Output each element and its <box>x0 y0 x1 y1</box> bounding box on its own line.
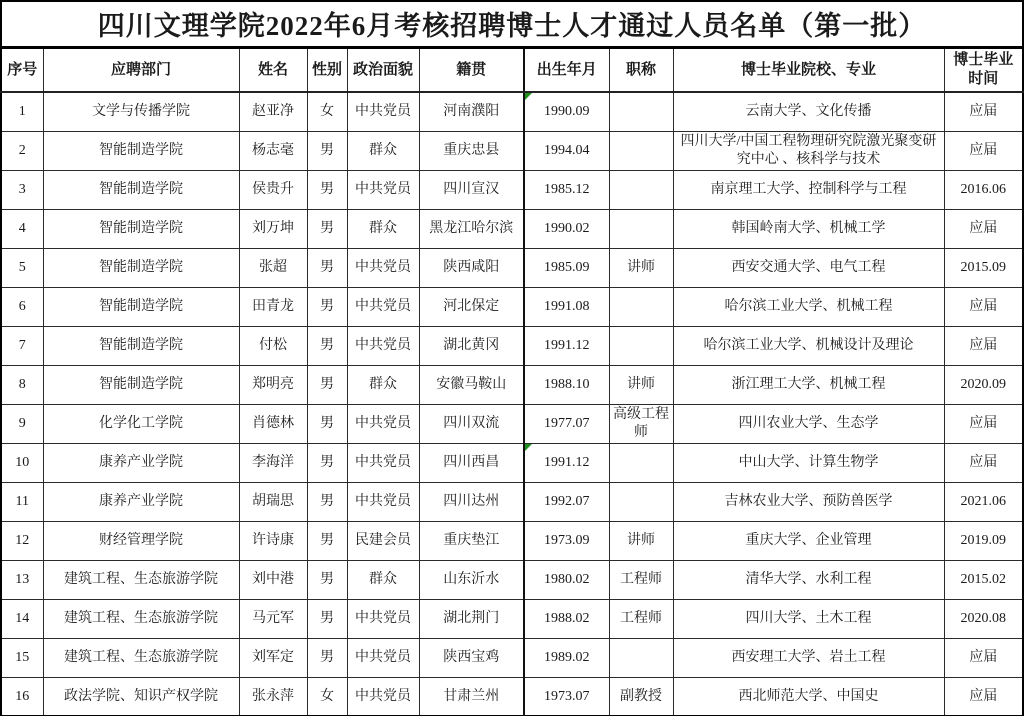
table-row <box>1 131 1023 170</box>
cell-name: 许诗康 <box>239 521 307 560</box>
cell-department: 智能制造学院 <box>43 287 239 326</box>
cell-native-place: 重庆垫江 <box>419 521 524 560</box>
cell-graduation-time: 应届 <box>944 404 1023 443</box>
cell-job-title <box>609 482 673 521</box>
cell-department: 建筑工程、生态旅游学院 <box>43 599 239 638</box>
cell-graduation-time: 2020.09 <box>944 365 1023 404</box>
cell-gender: 男 <box>307 131 347 170</box>
cell-native-place: 重庆忠县 <box>419 131 524 170</box>
cell-birth-date: 1973.09 <box>524 521 609 560</box>
cell-department: 建筑工程、生态旅游学院 <box>43 638 239 677</box>
cell-native-place: 四川达州 <box>419 482 524 521</box>
cell-political: 中共党员 <box>347 599 419 638</box>
cell-graduation-time: 2019.09 <box>944 521 1023 560</box>
cell-birth-date: 1988.10 <box>524 365 609 404</box>
cell-serial: 3 <box>1 170 43 209</box>
column-header-birth-date: 出生年月 <box>524 48 609 93</box>
cell-school-major: 清华大学、水利工程 <box>673 560 944 599</box>
cell-name: 付松 <box>239 326 307 365</box>
column-header-job-title: 职称 <box>609 48 673 93</box>
cell-political: 群众 <box>347 560 419 599</box>
column-header-graduation-time: 博士毕业时间 <box>944 48 1023 93</box>
table-row <box>1 209 1023 248</box>
cell-birth-date: 1990.02 <box>524 209 609 248</box>
cell-department: 康养产业学院 <box>43 482 239 521</box>
cell-political: 中共党员 <box>347 638 419 677</box>
table-body <box>1 92 1023 716</box>
table-row <box>1 248 1023 287</box>
cell-political: 民建会员 <box>347 521 419 560</box>
cell-school-major: 浙江理工大学、机械工程 <box>673 365 944 404</box>
cell-birth-date: 1991.12 <box>524 443 609 482</box>
cell-birth-date: 1991.08 <box>524 287 609 326</box>
cell-gender: 男 <box>307 638 347 677</box>
cell-birth-date: 1985.09 <box>524 248 609 287</box>
cell-job-title <box>609 638 673 677</box>
cell-job-title <box>609 131 673 170</box>
cell-serial: 1 <box>1 92 43 131</box>
cell-name: 肖德林 <box>239 404 307 443</box>
cell-gender: 男 <box>307 209 347 248</box>
cell-school-major: 四川大学/中国工程物理研究院激光聚变研究中心 、核科学与技术 <box>673 131 944 170</box>
cell-job-title <box>609 287 673 326</box>
cell-gender: 男 <box>307 482 347 521</box>
cell-name: 赵亚净 <box>239 92 307 131</box>
table-row <box>1 365 1023 404</box>
cell-native-place: 湖北黄冈 <box>419 326 524 365</box>
cell-political: 中共党员 <box>347 677 419 716</box>
cell-school-major: 韩国岭南大学、机械工学 <box>673 209 944 248</box>
cell-birth-date: 1989.02 <box>524 638 609 677</box>
cell-birth-date: 1980.02 <box>524 560 609 599</box>
cell-school-major: 哈尔滨工业大学、机械设计及理论 <box>673 326 944 365</box>
cell-job-title <box>609 170 673 209</box>
cell-serial: 12 <box>1 521 43 560</box>
table-row <box>1 599 1023 638</box>
cell-political: 群众 <box>347 365 419 404</box>
cell-department: 政法学院、知识产权学院 <box>43 677 239 716</box>
cell-school-major: 云南大学、文化传播 <box>673 92 944 131</box>
cell-job-title <box>609 92 673 131</box>
cell-job-title: 工程师 <box>609 560 673 599</box>
cell-department: 财经管理学院 <box>43 521 239 560</box>
cell-graduation-time: 应届 <box>944 209 1023 248</box>
column-header-name: 姓名 <box>239 48 307 93</box>
cell-name: 刘中港 <box>239 560 307 599</box>
cell-graduation-time: 2015.02 <box>944 560 1023 599</box>
table-row <box>1 638 1023 677</box>
cell-name: 李海洋 <box>239 443 307 482</box>
cell-native-place: 河南濮阳 <box>419 92 524 131</box>
cell-name: 郑明亮 <box>239 365 307 404</box>
cell-department: 智能制造学院 <box>43 209 239 248</box>
table-row <box>1 170 1023 209</box>
cell-graduation-time: 应届 <box>944 443 1023 482</box>
cell-native-place: 河北保定 <box>419 287 524 326</box>
cell-school-major: 哈尔滨工业大学、机械工程 <box>673 287 944 326</box>
cell-political: 群众 <box>347 209 419 248</box>
cell-native-place: 山东沂水 <box>419 560 524 599</box>
table-row <box>1 404 1023 443</box>
cell-department: 文学与传播学院 <box>43 92 239 131</box>
cell-job-title <box>609 209 673 248</box>
cell-political: 中共党员 <box>347 287 419 326</box>
cell-native-place: 陕西咸阳 <box>419 248 524 287</box>
table-header-row <box>1 48 1023 93</box>
cell-school-major: 西安理工大学、岩土工程 <box>673 638 944 677</box>
cell-department: 化学化工学院 <box>43 404 239 443</box>
cell-graduation-time: 2021.06 <box>944 482 1023 521</box>
cell-gender: 男 <box>307 521 347 560</box>
cell-name: 田青龙 <box>239 287 307 326</box>
cell-job-title <box>609 326 673 365</box>
cell-political: 中共党员 <box>347 170 419 209</box>
cell-native-place: 四川西昌 <box>419 443 524 482</box>
cell-graduation-time: 应届 <box>944 92 1023 131</box>
cell-serial: 7 <box>1 326 43 365</box>
cell-gender: 男 <box>307 560 347 599</box>
cell-political: 中共党员 <box>347 248 419 287</box>
cell-school-major: 中山大学、计算生物学 <box>673 443 944 482</box>
error-indicator-icon <box>525 444 532 451</box>
cell-political: 中共党员 <box>347 482 419 521</box>
cell-department: 智能制造学院 <box>43 170 239 209</box>
cell-political: 中共党员 <box>347 326 419 365</box>
column-header-gender: 性别 <box>307 48 347 93</box>
cell-serial: 9 <box>1 404 43 443</box>
cell-name: 张永萍 <box>239 677 307 716</box>
column-header-political: 政治面貌 <box>347 48 419 93</box>
cell-gender: 男 <box>307 365 347 404</box>
cell-graduation-time: 应届 <box>944 326 1023 365</box>
cell-department: 建筑工程、生态旅游学院 <box>43 560 239 599</box>
table-row <box>1 677 1023 716</box>
cell-department: 智能制造学院 <box>43 131 239 170</box>
cell-serial: 8 <box>1 365 43 404</box>
cell-serial: 10 <box>1 443 43 482</box>
cell-department: 康养产业学院 <box>43 443 239 482</box>
cell-job-title: 讲师 <box>609 248 673 287</box>
cell-school-major: 四川农业大学、生态学 <box>673 404 944 443</box>
cell-graduation-time: 应届 <box>944 287 1023 326</box>
cell-serial: 15 <box>1 638 43 677</box>
table-row <box>1 482 1023 521</box>
cell-graduation-time: 2016.06 <box>944 170 1023 209</box>
cell-school-major: 吉林农业大学、预防兽医学 <box>673 482 944 521</box>
cell-gender: 男 <box>307 404 347 443</box>
cell-gender: 男 <box>307 599 347 638</box>
cell-serial: 4 <box>1 209 43 248</box>
title-row <box>1 1 1023 48</box>
cell-birth-date: 1991.12 <box>524 326 609 365</box>
cell-political: 群众 <box>347 131 419 170</box>
cell-job-title: 讲师 <box>609 365 673 404</box>
cell-native-place: 安徽马鞍山 <box>419 365 524 404</box>
cell-school-major: 南京理工大学、控制科学与工程 <box>673 170 944 209</box>
error-indicator-icon <box>525 93 532 100</box>
cell-gender: 男 <box>307 326 347 365</box>
cell-serial: 16 <box>1 677 43 716</box>
cell-birth-date: 1973.07 <box>524 677 609 716</box>
cell-gender: 女 <box>307 92 347 131</box>
column-header-school-major: 博士毕业院校、专业 <box>673 48 944 93</box>
column-header-serial: 序号 <box>1 48 43 93</box>
cell-name: 刘军定 <box>239 638 307 677</box>
cell-native-place: 陕西宝鸡 <box>419 638 524 677</box>
cell-gender: 女 <box>307 677 347 716</box>
cell-department: 智能制造学院 <box>43 326 239 365</box>
cell-serial: 14 <box>1 599 43 638</box>
cell-native-place: 四川双流 <box>419 404 524 443</box>
cell-department: 智能制造学院 <box>43 365 239 404</box>
cell-name: 杨志毫 <box>239 131 307 170</box>
cell-gender: 男 <box>307 248 347 287</box>
cell-serial: 6 <box>1 287 43 326</box>
cell-serial: 2 <box>1 131 43 170</box>
cell-serial: 11 <box>1 482 43 521</box>
cell-native-place: 湖北荆门 <box>419 599 524 638</box>
column-header-native-place: 籍贯 <box>419 48 524 93</box>
cell-graduation-time: 应届 <box>944 638 1023 677</box>
column-header-department: 应聘部门 <box>43 48 239 93</box>
table-row <box>1 92 1023 131</box>
cell-job-title: 讲师 <box>609 521 673 560</box>
cell-political: 中共党员 <box>347 443 419 482</box>
table-row <box>1 326 1023 365</box>
cell-political: 中共党员 <box>347 92 419 131</box>
cell-name: 张超 <box>239 248 307 287</box>
cell-job-title: 高级工程师 <box>609 404 673 443</box>
cell-serial: 5 <box>1 248 43 287</box>
cell-birth-date: 1992.07 <box>524 482 609 521</box>
cell-school-major: 西安交通大学、电气工程 <box>673 248 944 287</box>
cell-job-title: 副教授 <box>609 677 673 716</box>
cell-job-title <box>609 443 673 482</box>
cell-school-major: 重庆大学、企业管理 <box>673 521 944 560</box>
cell-native-place: 黑龙江哈尔滨 <box>419 209 524 248</box>
cell-graduation-time: 2015.09 <box>944 248 1023 287</box>
cell-gender: 男 <box>307 287 347 326</box>
cell-serial: 13 <box>1 560 43 599</box>
table-row <box>1 560 1023 599</box>
table-row <box>1 521 1023 560</box>
cell-native-place: 四川宣汉 <box>419 170 524 209</box>
cell-school-major: 西北师范大学、中国史 <box>673 677 944 716</box>
cell-name: 侯贵升 <box>239 170 307 209</box>
cell-graduation-time: 应届 <box>944 677 1023 716</box>
cell-birth-date: 1985.12 <box>524 170 609 209</box>
cell-political: 中共党员 <box>347 404 419 443</box>
cell-native-place: 甘肃兰州 <box>419 677 524 716</box>
table-row <box>1 287 1023 326</box>
cell-birth-date: 1994.04 <box>524 131 609 170</box>
cell-name: 胡瑞思 <box>239 482 307 521</box>
cell-name: 刘万坤 <box>239 209 307 248</box>
cell-graduation-time: 2020.08 <box>944 599 1023 638</box>
cell-school-major: 四川大学、土木工程 <box>673 599 944 638</box>
cell-gender: 男 <box>307 170 347 209</box>
cell-graduation-time: 应届 <box>944 131 1023 170</box>
cell-gender: 男 <box>307 443 347 482</box>
table-row <box>1 443 1023 482</box>
cell-department: 智能制造学院 <box>43 248 239 287</box>
cell-name: 马元军 <box>239 599 307 638</box>
page-title: 四川文理学院2022年6月考核招聘博士人才通过人员名单（第一批） <box>1 1 1023 48</box>
cell-birth-date: 1988.02 <box>524 599 609 638</box>
cell-job-title: 工程师 <box>609 599 673 638</box>
cell-birth-date: 1990.09 <box>524 92 609 131</box>
cell-birth-date: 1977.07 <box>524 404 609 443</box>
